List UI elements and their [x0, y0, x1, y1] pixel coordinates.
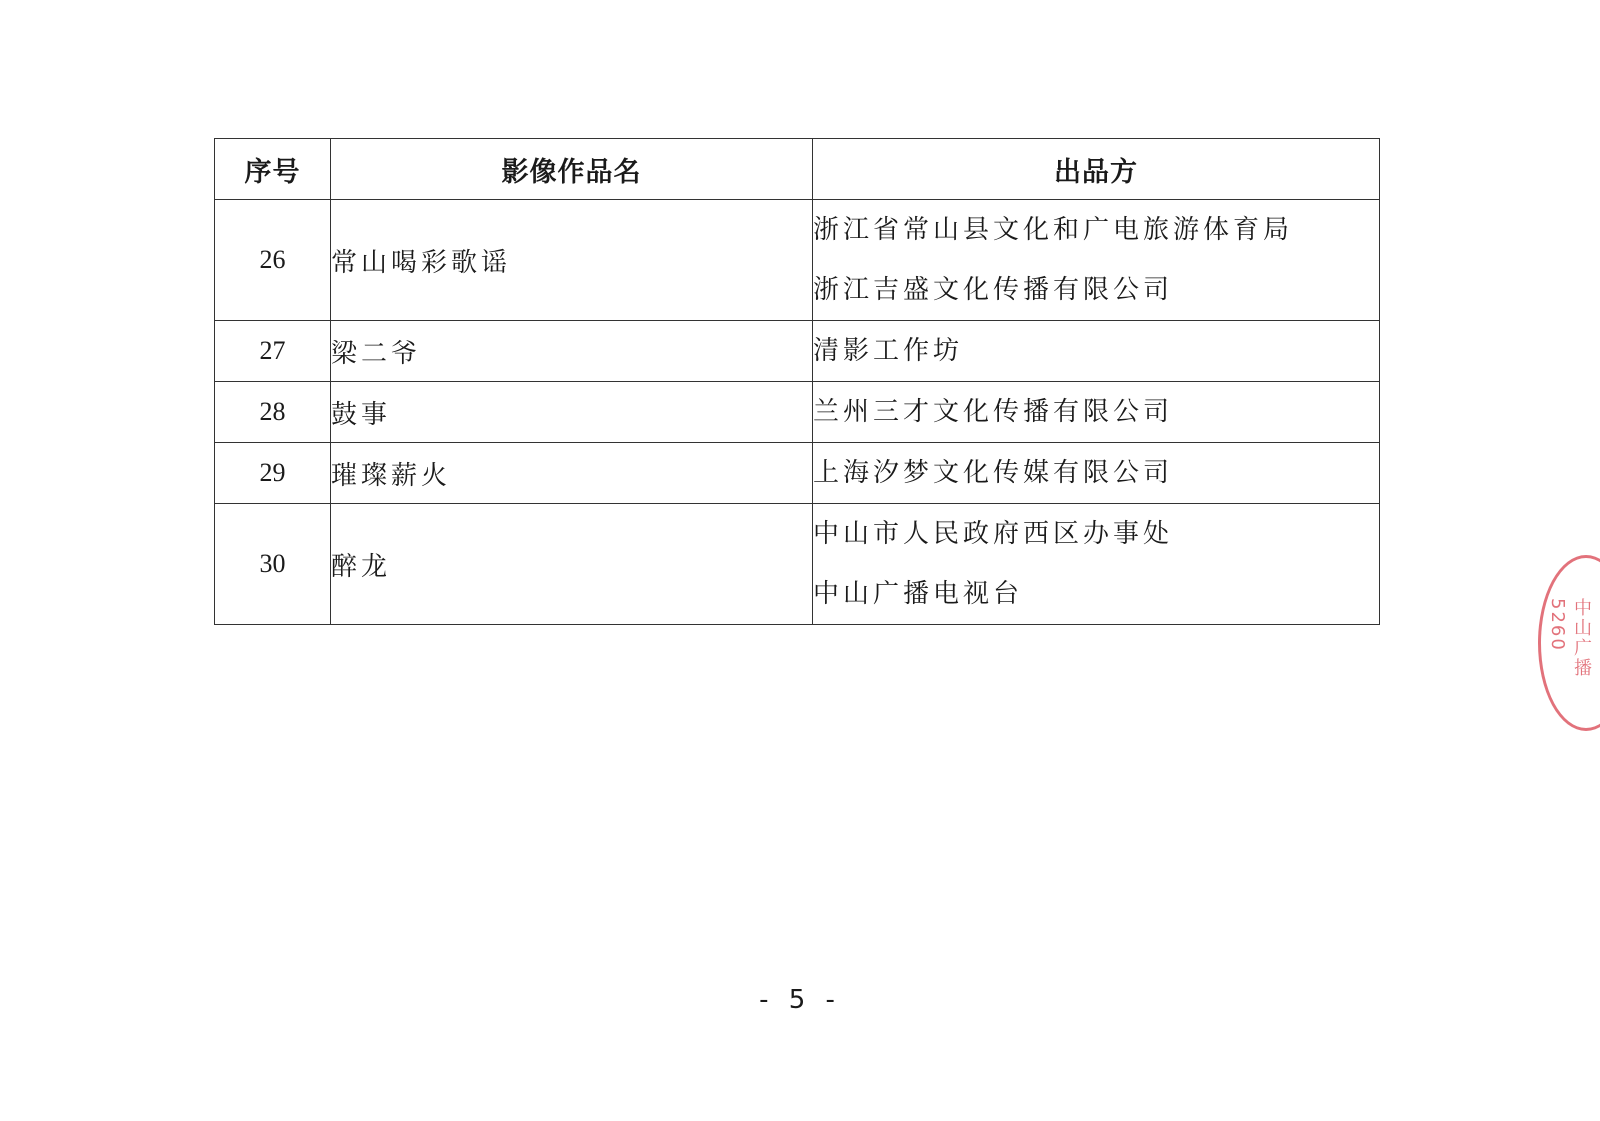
row-producer — [813, 321, 1380, 382]
header-producer: 出品方 — [813, 139, 1380, 200]
row-index: 28 — [215, 382, 331, 443]
producer-line: 浙江省常山县文化和广电旅游体育局 — [813, 215, 1294, 245]
row-producer — [813, 382, 1380, 443]
row-title: 常山喝彩歌谣 — [331, 200, 813, 321]
row-index: 30 — [215, 504, 331, 625]
row-index: 27 — [215, 321, 331, 382]
producer-line: 浙江吉盛文化传播有限公司 — [813, 275, 1174, 305]
table-row — [215, 382, 1380, 443]
table-row — [215, 443, 1380, 504]
table-row — [215, 504, 1380, 625]
row-title: 鼓事 — [331, 382, 813, 443]
row-index: 26 — [215, 200, 331, 321]
producer-line: 上海汐梦文化传媒有限公司 — [813, 458, 1174, 488]
works-table — [214, 138, 1380, 625]
row-index: 29 — [215, 443, 331, 504]
header-title: 影像作品名 — [331, 139, 813, 200]
row-producer — [813, 200, 1380, 321]
row-title: 醉龙 — [331, 504, 813, 625]
row-title: 璀璨薪火 — [331, 443, 813, 504]
producer-line: 中山广播电视台 — [813, 579, 1024, 609]
table-row — [215, 200, 1380, 321]
producer-line: 兰州三才文化传播有限公司 — [813, 397, 1174, 427]
table-row — [215, 321, 1380, 382]
row-producer — [813, 504, 1380, 625]
row-producer — [813, 443, 1380, 504]
official-seal-stamp — [1538, 555, 1600, 731]
table-header-row — [215, 139, 1380, 200]
header-index: 序号 — [215, 139, 331, 200]
producer-line: 中山市人民政府西区办事处 — [813, 519, 1174, 549]
page-number: - 5 - — [759, 985, 841, 1015]
seal-text: 中山广播 5260 — [1547, 598, 1592, 678]
row-title: 梁二爷 — [331, 321, 813, 382]
producer-line: 清影工作坊 — [813, 336, 964, 366]
